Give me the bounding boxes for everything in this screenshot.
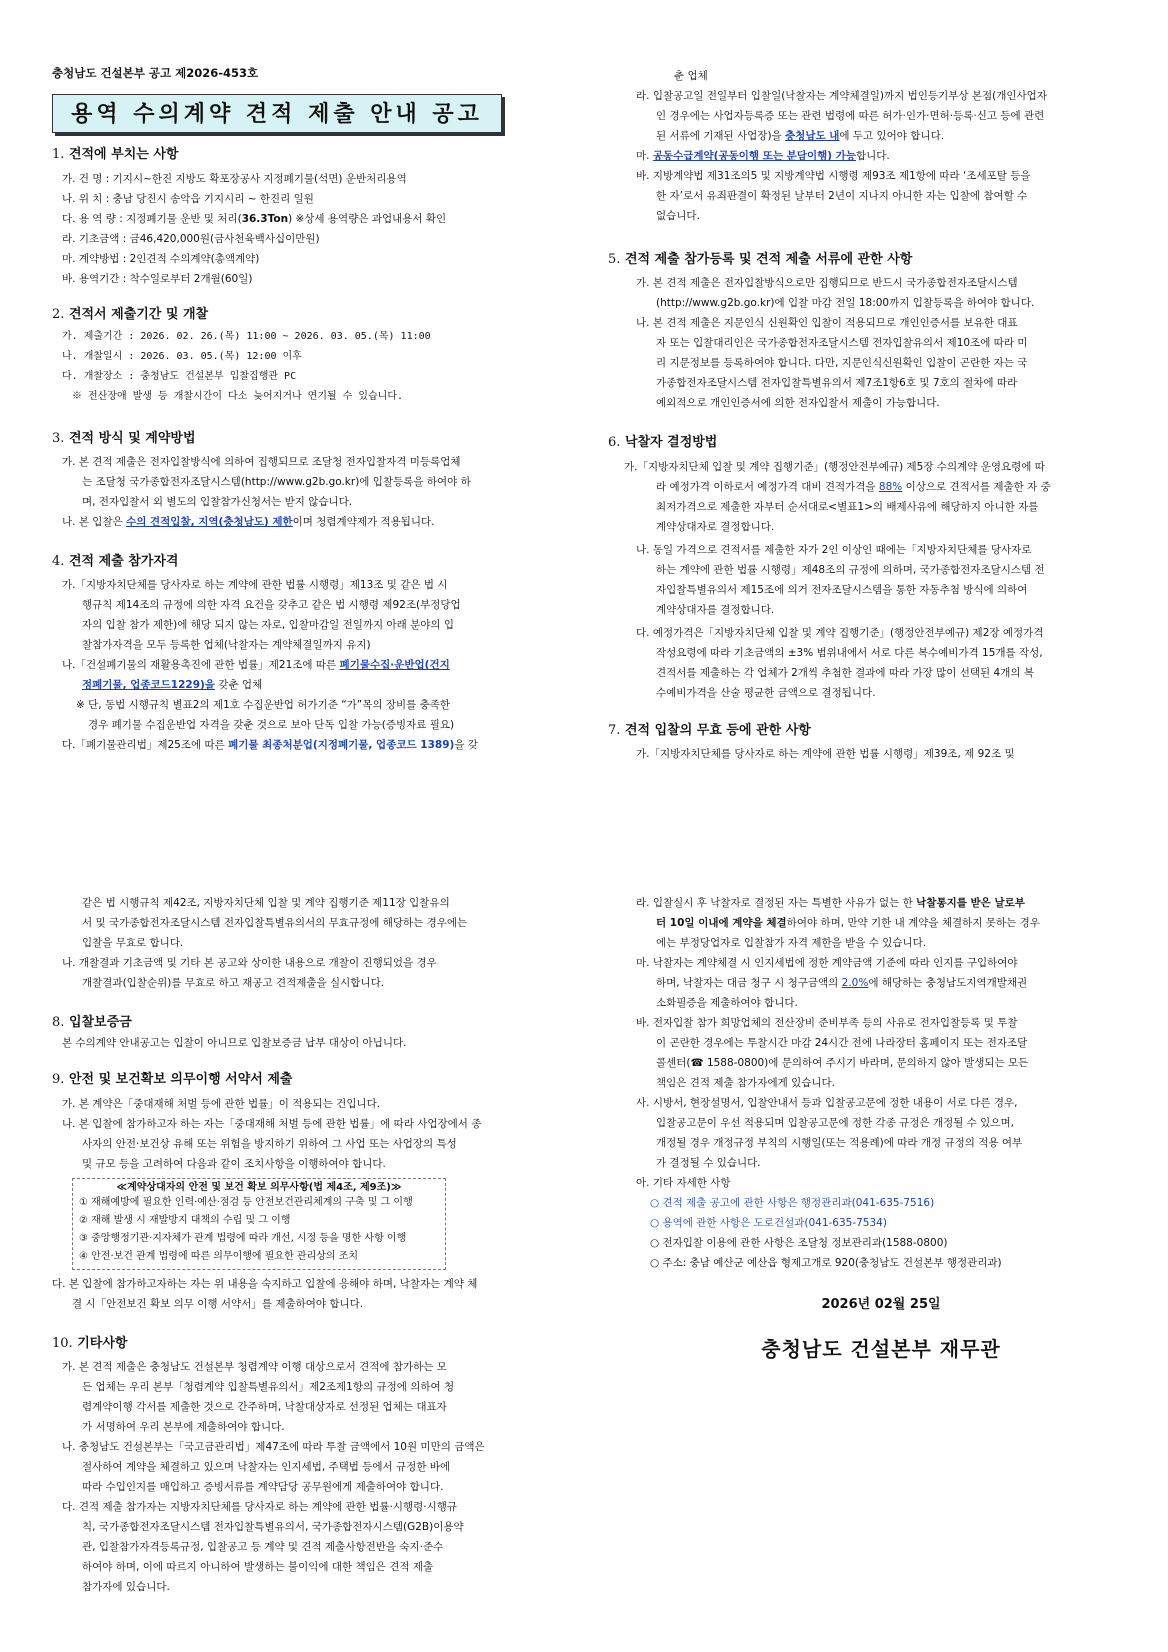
signature: 충청남도 건설본부 재무관 (761, 1337, 1001, 1362)
list-item: 하여야 하며, 이에 따르지 아니하여 발생하는 불이익에 대한 책임은 견적 제출 (82, 1561, 434, 1574)
bottom-right-column (636, 893, 1126, 1362)
list-item: 서 및 국가종합전자조달시스템 전자입찰특별유의서의 무효규정에 해당하는 경우에는 (82, 917, 468, 929)
list-item: 나. 개찰일시 : 2026. 03. 05.(목) 12:00 이후 (62, 350, 302, 362)
title-box (52, 94, 502, 133)
list-item: 다. 본 입찰에 참가하고자하는 자는 위 내용을 숙지하고 입찰에 응해야 하며, 낙찰자는 계약 체 (52, 1278, 478, 1291)
notice-number: 충청남도 건설본부 공고 제2026-453호 (52, 66, 259, 80)
list-item: 가종합전자조달시스템 전자입찰특별유의서 제7조1항6호 및 7호의 절차에 따라 (656, 377, 1018, 390)
list-item: 작성요령에 따라 기초금액의 ±3% 범위내에서 서로 다른 복수예비가격 15개를 작성, (656, 646, 1043, 659)
list-item: 입찰공고문이 우선 적용되며 입찰공고문에 정한 각종 규정은 개정될 수 있으며, (656, 1117, 1014, 1129)
list-item: 든 업체는 우리 본부「청렴계약 입찰특별유의서」제2조제1항의 규정에 의하여 청 (82, 1381, 455, 1394)
section-heading: 9. 안전 및 보건확보 의무이행 서약서 제출 (52, 1072, 293, 1088)
list-item: ① 재해예방에 필요한 인력·예산·점검 등 안전보건관리체계의 구축 및 그 이행 (79, 1197, 413, 1209)
section-heading: 10. 기타사항 (52, 1336, 128, 1352)
list-item: 관, 입찰참가자격등록규정, 입찰공고 등 계약 및 견적 제출사항전반을 숙지·준수 (82, 1541, 444, 1554)
list-item: 경우 폐기물 수집운반업 자격을 갖춘 것으로 보아 단독 입찰 가능(증빙자료 필요) (88, 719, 455, 732)
section-10 (52, 1336, 542, 1597)
list-item: 라. 입찰공고일 전일부터 입찰일(낙찰자는 계약체결일)까지 법인등기부상 본점(개인사업자 (636, 90, 1047, 102)
list-item: 수예비가격을 산술 평균한 금액으로 결정됩니다. (656, 686, 876, 699)
list-item: 에는 부정당업자로 입찰참가 자격 제한을 받을 수 있습니다. (656, 937, 927, 949)
list-item: 라 예정가격 이하로서 예정가격 대비 견적가격을 88% 이상으로 견적서를 제출한 자 중 (656, 480, 1051, 493)
list-item: ② 재해 발생 시 재발방지 대책의 수립 및 그 이행 (79, 1215, 291, 1227)
list-item: 인 경우에는 사업자등록증 또는 관련 법령에 따른 허가·인가·면허·등록·신고 등에 관련 (656, 110, 1045, 122)
top-right-column (608, 66, 1126, 764)
list-item: 며, 전자입찰서 외 별도의 입찰참가신청서는 받지 않습니다. (82, 496, 353, 509)
section-heading: 2. 견적서 제출기간 및 개찰 (52, 306, 209, 322)
list-item: 사. 시방서, 현장설명서, 입찰안내서 등과 입찰공고문에 정한 내용이 서로 다른 경우, (636, 1097, 1018, 1109)
list-item: 콜센터(☎ 1588-0800)에 문의하여 주시기 바라며, 문의하지 않아 발생되는 모든 (656, 1057, 1029, 1069)
contact-item: ○ 견적 제출 공고에 관한 사항은 행정관리과(041-635-7516) (650, 1197, 935, 1209)
list-item: 및 규모 등을 고려하여 다음과 같이 조치사항을 이행하여야 합니다. (82, 1157, 386, 1170)
list-item: 행규칙 제14조의 규정에 의한 자격 요건을 갖추고 같은 법 시행령 제92조(부정당업 (82, 599, 461, 612)
section-heading: 7. 견적 입찰의 무효 등에 관한 사항 (608, 722, 811, 738)
notice-date: 2026년 02월 25일 (821, 1297, 941, 1312)
list-item: 견적서를 제출하는 각 업체가 2개씩 추첨한 결과에 따라 가장 많이 선택된 4개의 복 (656, 666, 1034, 679)
section-heading: 3. 견적 방식 및 계약방법 (52, 430, 196, 446)
list-item: 바. 전자입찰 참가 희망업체의 전산장비 준비부족 등의 사유로 전자입찰등록 및 투찰 (636, 1017, 1018, 1029)
list-item: 본 수의계약 안내공고는 입찰이 아니므로 입찰보증금 납부 대상이 아닙니다. (62, 1037, 407, 1050)
list-item: 절사하여 계약을 체결하고 있으며 낙찰자는 인지세법, 주택법 등에서 규정한 바에 (82, 1461, 451, 1474)
list-item: 한 자’로서 유죄판결이 확정된 날부터 2년이 지나지 아니한 자는 입찰에 참여할 수 (656, 190, 1028, 202)
section-heading: 8. 입찰보증금 (52, 1015, 132, 1030)
section-8 (52, 1015, 542, 1050)
list-item: 다. 견적 제출 참가자는 지방자치단체를 당사자로 하는 계약에 관한 법률·시행령·시행규 (62, 1501, 458, 1514)
list-item: 터 10일 이내에 계약을 체결하여야 하며, 만약 기한 내 계약을 체결하지 못하는 경우 (656, 917, 1040, 929)
list-item: 가. 건 명 : 기지시~한진 지방도 확포장공사 지정폐기물(석면) 운반처리용역 (62, 172, 407, 185)
section-6 (608, 435, 1126, 702)
list-item: 가. 제출기간 : 2026. 02. 26.(목) 11:00 ~ 2026. 03. 05.(목) 11:00 (62, 330, 431, 342)
list-item: 가.「지방자치단체를 당사자로 하는 계약에 관한 법률 시행령」제13조 및 같은 법 시 (62, 579, 448, 592)
list-item: 다. 예정가격은「지방자치단체 입찰 및 계약 집행기준」(행정안전부예규) 제2장 예정가격 (636, 626, 1044, 639)
list-item: 바. 용역기간 : 착수일로부터 2개월(60일) (62, 272, 253, 285)
list-item: 나. 본 견적 제출은 지문인식 신원확인 입찰이 적용되므로 개인인증서를 보유한 대표 (636, 317, 1018, 330)
list-item: 입찰을 무효로 합니다. (82, 937, 184, 949)
list-item: 가. 본 계약은「중대재해 처벌 등에 관한 법률」이 적용되는 건입니다. (62, 1097, 381, 1110)
section-7 (608, 722, 1126, 764)
list-item: 나.「건설폐기물의 재활용촉진에 관한 법률」제21조에 따른 폐기물수집·운반업(건지 (62, 659, 450, 672)
list-item: 가. 본 견적 제출은 전자입찰방식으로만 집행되므로 반드시 국가종합전자조달시스템 (636, 277, 1018, 290)
list-item: 나. 개찰결과 기초금액 및 기타 본 공고와 상이한 내용으로 개찰이 진행되었을 경우 (62, 957, 437, 969)
list-item: 다. 용 역 량 : 지정폐기물 운반 및 처리(36.3Ton) ※상세 용역량은 과업내용서 확인 (62, 212, 447, 225)
top-left-column (52, 66, 542, 755)
list-item: 없습니다. (656, 210, 700, 222)
list-item: 개찰결과(입찰순위)를 무효로 하고 재공고 견적제출을 실시합니다. (82, 977, 385, 989)
list-item: 마. 계약방법 : 2인견적 수의계약(총액계약) (62, 252, 260, 265)
section-1 (52, 147, 542, 288)
list-item: 가 서명하여 우리 본부에 제출하여야 합니다. (82, 1421, 285, 1434)
list-item: 나. 본 입찰은 수의 견적입찰, 지역(충청남도) 제한이며 청렴계약제가 적용됩니다. (62, 516, 435, 529)
section-4 (52, 554, 542, 755)
list-item: ※ 전산장애 발생 등 개찰시간이 다소 늦어지거나 연기될 수 있습니다. (72, 390, 404, 402)
list-item: 자의 입찰 참가 제한)에 해당 되지 않는 자로, 입찰마감일 전일까지 아래 분야의 입 (82, 619, 455, 632)
section-heading: 5. 견적 제출 참가등록 및 견적 제출 서류에 관한 사항 (608, 252, 913, 267)
list-item: 나. 동일 가격으로 견적서를 제출한 자가 2인 이상인 때에는「지방자치단체를 당사자로 (636, 543, 1032, 556)
section-9 (52, 1072, 542, 1314)
list-item: 가.「지방자치단체 입찰 및 계약 집행기준」(행정안전부예규) 제5장 수의계약 운영요령에 따 (624, 460, 1045, 473)
list-item: 같은 법 시행규칙 제42조, 지방자치단체 입찰 및 계약 집행기준 제11장 입찰유의 (82, 897, 450, 909)
list-item: 마. 낙찰자는 계약체결 시 인지세법에 정한 계약금액 기준에 따라 인지를 구입하여야 (636, 957, 1018, 969)
list-item: 나. 충청남도 건설본부는「국고금관리법」제47조에 따라 투찰 금액에서 10원 미만의 금액은 (62, 1441, 485, 1454)
list-item: ※ 단, 동법 시행규칙 별표2의 제1호 수집운반업 허가기준 “가”목의 장비를 충족한 (76, 699, 451, 712)
list-item: 는 조달청 국가종합전자조달시스템(http://www.g2b.go.kr)에 입찰등록을 하여야 하 (82, 476, 471, 489)
contact-item: ○ 전자입찰 이용에 관한 사항은 조달청 정보관리과(1588-0800) (650, 1237, 948, 1249)
list-item: 춘 업체 (674, 70, 708, 82)
list-item: 결 시「안전보건 확보 의무 이행 서약서」를 제출하여야 합니다. (72, 1298, 364, 1311)
list-item: 렴계약이행 각서를 제출한 것으로 간주하며, 낙찰대상자로 선정된 업체는 대표자 (82, 1401, 447, 1414)
list-item: 계약상대자를 결정합니다. (656, 603, 775, 616)
list-item: 예외적으로 개인인증서에 의한 전자입찰서 제출이 가능합니다. (656, 397, 940, 410)
list-item: 된 서류에 기재된 사업장)을 충청남도 내에 두고 있어야 합니다. (656, 130, 945, 142)
list-item: 하는 계약에 관한 법률 시행령」제48조의 규정에 의하며, 국가종합전자조달시스템 전 (656, 563, 1045, 576)
list-item: 칙, 국가종합전자조달시스템 전자입찰특별유의서, 국가종합전자시스템(G2B)이용약 (82, 1521, 464, 1534)
list-item: 라. 기초금액 : 금46,420,000원(금사천육백사십이만원) (62, 232, 320, 245)
list-item: 따라 수입인지를 매입하고 증빙서류를 계약담당 공무원에게 제출하여야 합니다. (82, 1481, 444, 1494)
list-item: 자 또는 입찰대리인은 국가종합전자조달시스템 전자입찰유의서 제10조에 따라 미 (656, 337, 1028, 350)
list-item: 개정될 경우 개정규정 부칙의 시행일(또는 적용례)에 따라 개정 규정의 적용 여부 (656, 1137, 1023, 1149)
list-item: 나. 위 치 : 충남 당진시 송악읍 기지시리 ~ 한진리 일원 (62, 192, 314, 205)
list-item: 라. 입찰실시 후 낙찰자로 결정된 자는 특별한 사유가 없는 한 낙찰통지를 받은 날로부 (636, 897, 1025, 909)
list-item: 다.「폐기물관리법」제25조에 따른 폐기물 최종처분업(지정폐기물, 업종코드 1389)을 갖 (62, 739, 478, 752)
section-3 (52, 431, 542, 532)
section-heading: 4. 견적 제출 참가자격 (52, 554, 179, 570)
list-item: 마. 공동수급계약(공동이행 또는 분담이행) 가능합니다. (636, 150, 890, 162)
section-heading: 6. 낙찰자 결정방법 (608, 435, 718, 451)
list-item: 자입찰특별유의서 제15조에 의거 전자조달시스템을 통한 자동추첨 방식에 의하여 (656, 583, 1028, 596)
page-title: 용역 수의계약 견적 제출 안내 공고 (71, 102, 483, 128)
list-item: 리 지문정보를 등록하여야 합니다. 다만, 지문인식신원확인 입찰이 곤란한 자는 국 (656, 357, 1028, 370)
list-item: (http://www.g2b.go.kr)에 입찰 마감 전일 18:00까지 입찰등록을 하여야 합니다. (656, 297, 1035, 310)
list-item: 소화필증을 제출하여야 합니다. (656, 997, 798, 1009)
obligations-box (72, 1178, 446, 1271)
list-item: 바. 지방계약법 제31조의5 및 지방계약법 시행령 제93조 제1항에 따라 ‘조세포탈 등을 (636, 170, 1031, 182)
list-item: 다. 개찰장소 : 충청남도 건설본부 입찰집행관 PC (62, 370, 297, 382)
list-item: 최저가격으로 제출한 자부터 순서대로<별표1>의 배제사유에 해당하지 아니한 자를 (656, 500, 1039, 513)
list-item: 정폐기물, 업종코드1229)을 갖춘 업체 (82, 679, 263, 692)
section-heading: 1. 견적에 부치는 사항 (52, 147, 179, 163)
list-item: 가.「지방자치단체를 당사자로 하는 계약에 관한 법률 시행령」제39조, 제 92조 및 (636, 747, 1015, 760)
list-item: 가 결정될 수 있습니다. (656, 1157, 761, 1169)
list-item: 사자의 안전·보건상 유해 또는 위험을 방지하기 위하여 그 사업 또는 사업장의 특성 (82, 1137, 457, 1150)
list-item: 가. 본 견적 제출은 전자입찰방식에 의하여 집행되므로 조달청 전자입찰자격 미등록업체 (62, 456, 461, 469)
list-item: ③ 중앙행정기관·지자체가 관계 법령에 따라 개선, 시정 등을 명한 사항 이행 (79, 1233, 407, 1245)
box-title: ≪계약상대자의 안전 및 보건 확보 의무사항(법 제4조, 제9조)≫ (116, 1181, 402, 1193)
section-2 (52, 307, 542, 407)
contact-item: ○ 주소: 충남 예산군 예산읍 형제고개로 920(충청남도 건설본부 행정관리과) (650, 1257, 1002, 1269)
list-item: 책임은 견적 제출 참가자에게 있습니다. (656, 1077, 835, 1089)
bottom-left-column (52, 893, 542, 1597)
list-item: 이 곤란한 경우에는 투찰시간 마감 24시간 전에 나라장터 홈페이지 또는 전자조달 (656, 1037, 1028, 1049)
list-item: 찰참가자격을 모두 등록한 업체(낙찰자는 계약체결일까지 유지) (82, 639, 371, 652)
list-item: 계약상대자로 결정합니다. (656, 520, 775, 533)
list-item: 가. 본 견적 제출은 충청남도 건설본부 청렴계약 이행 대상으로서 견적에 참가하는 모 (62, 1361, 447, 1374)
list-item: 아. 기타 자세한 사항 (636, 1177, 731, 1189)
list-item: 나. 본 입찰에 참가하고자 하는 자는「중대재해 처벌 등에 관한 법률」에 따라 사업장에서 종 (62, 1117, 482, 1130)
list-item: ④ 안전·보건 관계 법령에 따른 의무이행에 필요한 관리상의 조치 (79, 1251, 359, 1263)
contact-item: ○ 용역에 관한 사항은 도로건설과(041-635-7534) (650, 1217, 887, 1229)
section-5 (608, 252, 1126, 413)
list-item: 참가자에 있습니다. (82, 1581, 170, 1594)
list-item: 하며, 낙찰자는 대금 청구 시 청구금액의 2.0%에 해당하는 충청남도지역개발채권 (656, 977, 1028, 989)
